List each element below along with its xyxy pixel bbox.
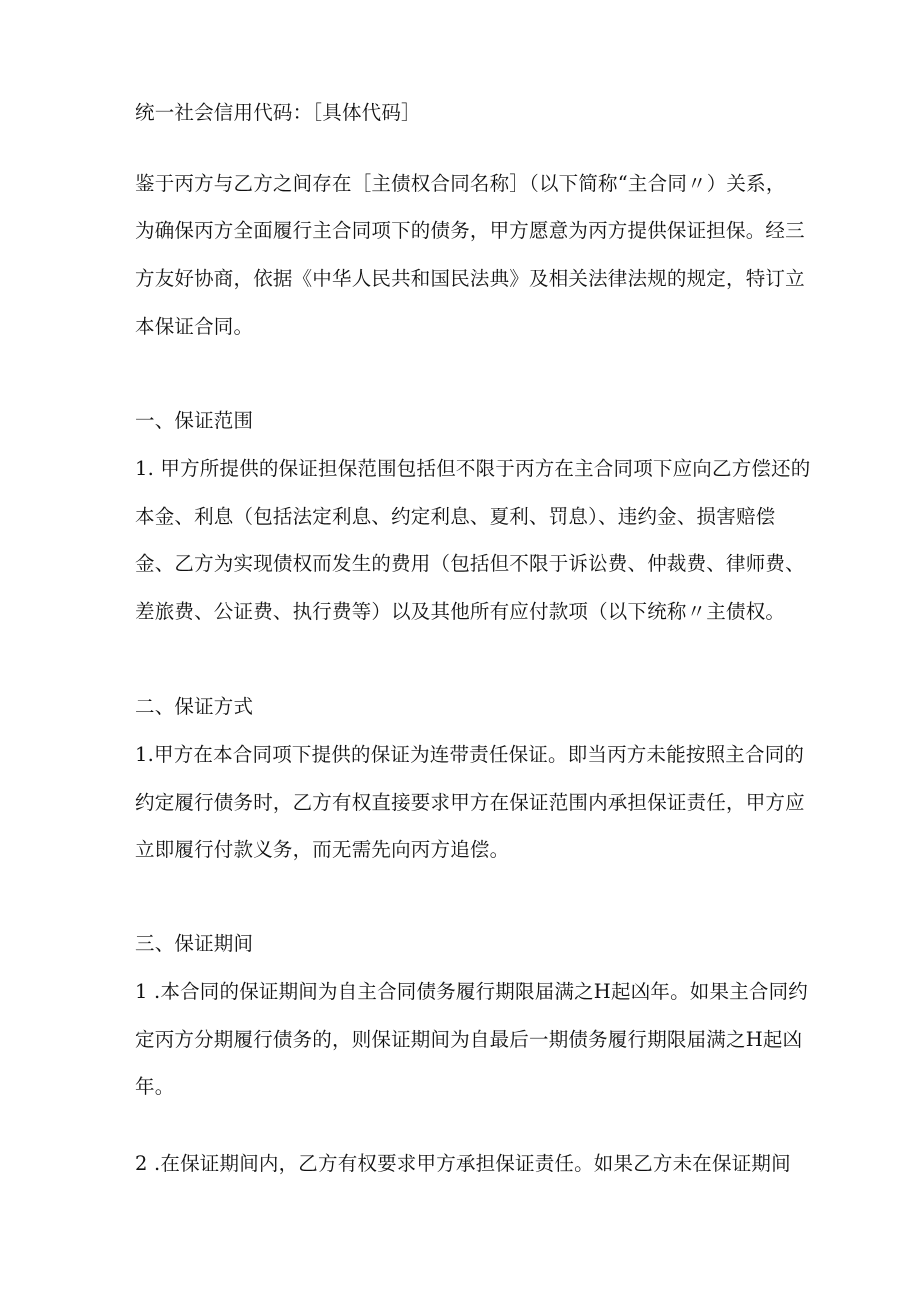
section1-line: 差旅费、公证费、执行费等）以及其他所有应付款项（以下统称〃主债权。 (135, 600, 786, 623)
section2-line: 约定履行债务时，乙方有权直接要求甲方在保证范围内承担保证责任，甲方应 (135, 791, 805, 814)
preamble-line: 为确保丙方全面履行主合同项下的债务，甲方愿意为丙方提供保证担保。经三 (135, 219, 805, 242)
section3-item1-line: 定丙方分期履行债务的，则保证期间为自最后一期债务履行期限届满之H起凶 (135, 1028, 803, 1051)
section-heading-method: 二、保证方式 (135, 695, 254, 718)
credit-code-line: 统一社会信用代码：［具体代码］ (135, 101, 421, 124)
section1-line: 金、乙方为实现债权而发生的费用（包括但不限于诉讼费、仲裁费、律师费、 (135, 552, 805, 575)
section-heading-period: 三、保证期间 (135, 932, 254, 955)
section2-line: 立即履行付款义务，而无需先向丙方追偿。 (135, 838, 510, 861)
section1-line: 1. 甲方所提供的保证担保范围包括但不限于丙方在主合同项下应向乙方偿还的 (135, 457, 811, 480)
preamble-line: 本保证合同。 (135, 315, 254, 338)
section2-line: 1.甲方在本合同项下提供的保证为连带责任保证。即当丙方未能按照主合同的 (135, 743, 805, 766)
section3-item1-line: 1 .本合同的保证期间为自主合同债务履行期限届满之H起凶年。如果主合同约 (135, 980, 809, 1003)
preamble-line: 鉴于丙方与乙方之间存在［主债权合同名称］（以下简称“主合同〃）关系， (135, 172, 786, 195)
section3-item2-line: 2 .在保证期间内，乙方有权要求甲方承担保证责任。如果乙方未在保证期间 (135, 1152, 791, 1175)
section1-line: 本金、利息（包括法定利息、约定利息、夏利、罚息）、违约金、损害赔偿 (135, 505, 776, 528)
section3-item1-line: 年。 (135, 1075, 175, 1098)
preamble-line: 方友好协商，依据《中华人民共和国民法典》及相关法律法规的规定，特订立 (135, 267, 805, 290)
section-heading-scope: 一、保证范围 (135, 409, 254, 432)
